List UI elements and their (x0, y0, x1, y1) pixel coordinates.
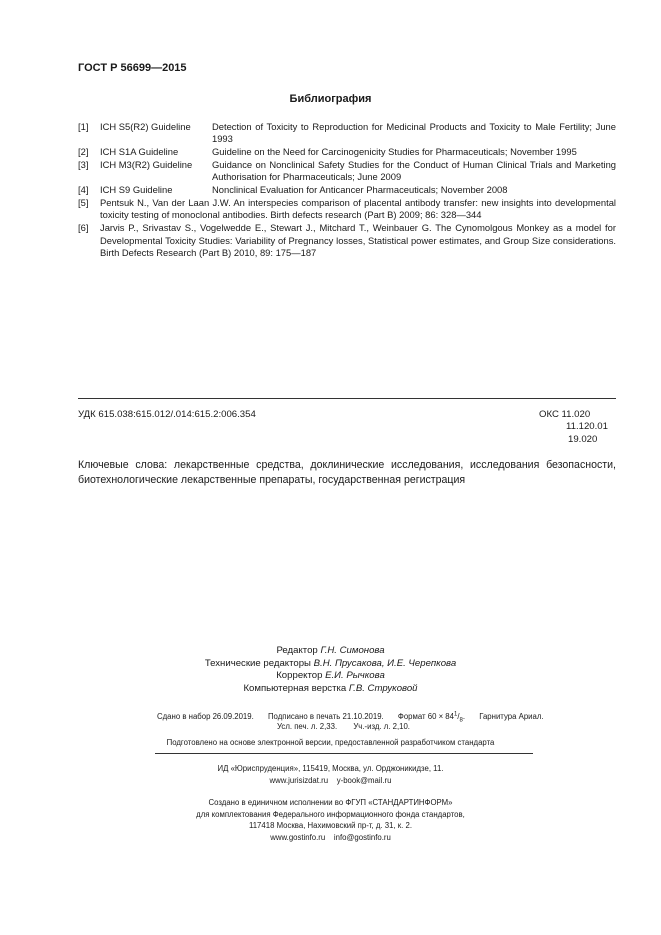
print-info-row (277, 721, 424, 733)
production-line: для комплектования Федерального информационного фонда стандартов, (196, 809, 465, 819)
credit-role: Технические редакторы (204, 657, 311, 669)
paper-format: Формат $60 \times 84^1/_8$. (397, 711, 466, 724)
gostinfo-site-link[interactable]: www.gostinfo.ru (270, 832, 326, 842)
format-denominator: 8 (459, 717, 463, 724)
section-divider (78, 398, 616, 399)
bibliography-entry (78, 159, 616, 184)
set-date: Сдано в набор 26.09.2019. (157, 711, 254, 721)
signed-date: Подписано в печать 21.10.2019. (267, 711, 384, 721)
bibliography-entry (78, 121, 616, 146)
credit-role: Компьютерная верстка (243, 682, 347, 694)
credit-tech-editors (0, 658, 661, 671)
printed-sheets: Усл. печ. л. 2,33. (277, 722, 338, 731)
publisher-contacts (0, 775, 661, 787)
ref-number: [6] (78, 222, 89, 234)
oks-code: ОКС 11.020 (539, 409, 591, 420)
bibliography-list (78, 121, 616, 260)
credit-role: Редактор (276, 645, 318, 656)
ref-description: Jarvis P., Srivastav S., Vogelwedde E., Stewart J., Mitchard T., Weinbauer G. The Cynomolgous Monkey as a model for Developmental Toxicity Studies: Variability of Pregnancy losses, Statistical power estimates, and Group Size considerations. Birth Defects Research (Part B) 2010, 89: 175—187 (100, 222, 616, 258)
bibliography-entry (78, 146, 616, 158)
publisher-address: ИД «Юриспруденция», 115419, Москва, ул. Орджоникидзе, 11. (217, 764, 444, 773)
ref-label: ICH M3(R2) Guideline (100, 159, 193, 171)
bibliography-entry (78, 222, 616, 259)
section-divider (155, 753, 533, 754)
ref-description: Guideline on the Need for Carcinogenicity Studies for Pharmaceuticals; November 1995 (212, 146, 577, 158)
ref-label: ICH S1A Guideline (100, 146, 179, 158)
credit-corrector (0, 670, 661, 683)
ref-description: Guidance on Nonclinical Safety Studies for the Conduct of Human Clinical Trials and Marketing Authorisation for Pharmaceuticals; June 2009 (212, 159, 616, 183)
publisher-email-link[interactable]: y-book@mail.ru (336, 775, 392, 785)
production-line: 117418 Москва, Нахимовский пр-т, д. 31, к. 2. (248, 821, 413, 830)
ref-number: [5] (78, 197, 89, 209)
publisher-sheets: Уч.-изд. л. 2,10. (353, 722, 410, 731)
credit-person: Е.И. Рычкова (325, 670, 385, 682)
ref-description: Nonclinical Evaluation for Anticancer Pharmaceuticals; November 2008 (212, 184, 508, 196)
ref-label: ICH S5(R2) Guideline (100, 121, 191, 132)
bibliography-entry (78, 197, 616, 222)
ref-number: [2] (78, 146, 89, 158)
udk-code: УДК 615.038:615.012/.014:615.2:006.354 (78, 409, 256, 420)
publisher-site-link[interactable]: www.jurisizdat.ru (269, 775, 329, 785)
credit-person: В.Н. Прусакова, И.Е. Черепкова (313, 657, 457, 669)
credit-person: Г.Н. Симонова (320, 645, 385, 656)
credit-person: Г.В. Струковой (348, 682, 418, 694)
credit-role: Корректор (276, 670, 323, 682)
credits (0, 645, 661, 695)
production-info (0, 797, 661, 843)
gostinfo-email-link[interactable]: info@gostinfo.ru (333, 832, 391, 842)
keywords: Ключевые слова: лекарственные средства, доклинические исследования, исследования безопасности, биотехнологические лекарственные препараты, государственная регистрация (78, 459, 616, 486)
standard-number: ГОСТ Р 56699—2015 (78, 62, 187, 74)
ref-description: Detection of Toxicity to Reproduction for Medicinal Products and Toxicity to Male Fertility; June 1993 (212, 121, 616, 145)
oks-codes (539, 409, 608, 446)
format-prefix: Формат 60 × 84 (397, 711, 454, 721)
bibliography-entry (78, 184, 616, 196)
publisher-info (0, 763, 661, 786)
ref-number: [3] (78, 159, 89, 171)
prepared-note: Подготовлено на основе электронной версии, предоставленной разработчиком стандарта (166, 738, 495, 747)
typeface: Гарнитура Ариал. (479, 711, 544, 721)
ref-description: Pentsuk N., Van der Laan J.W. An interspecies comparison of placental antibody transfer: new insights into developmental toxicity testing of monoclonal antibodies. Birth defects research (Part B) 2009; 86: 328—344 (100, 197, 616, 221)
ref-number: [4] (78, 184, 89, 196)
oks-code: 11.120.01 (566, 421, 608, 433)
credit-layout (0, 683, 661, 696)
production-contacts (0, 832, 661, 844)
production-line: Создано в единичном исполнении во ФГУП «СТАНДАРТИНФОРМ» (208, 798, 453, 807)
credit-editor (0, 645, 661, 658)
ref-label: ICH S9 Guideline (100, 184, 173, 196)
format-numerator: 1 (453, 711, 458, 717)
bibliography-title: Библиография (289, 93, 372, 105)
ref-number: [1] (78, 121, 89, 132)
oks-code: 19.020 (568, 433, 598, 445)
